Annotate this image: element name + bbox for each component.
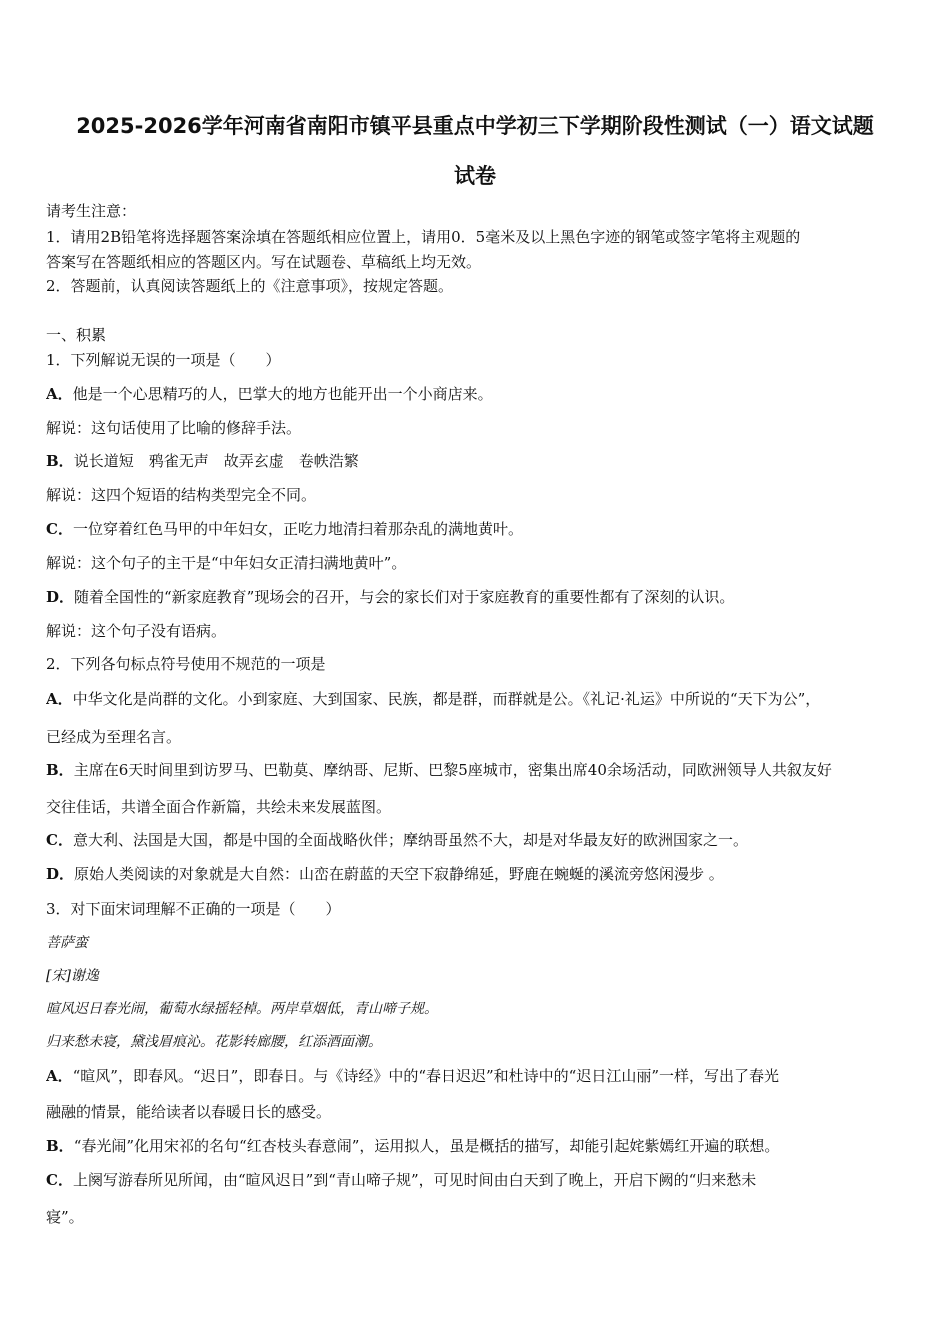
option-label: A． [46,1067,73,1085]
poem-line-2: 归来愁未寝，黛浅眉痕沁。花影转廊腰，红添酒面潮。 [46,1034,382,1050]
q2-option-a-cont: 已经成为至理名言。 [46,728,182,746]
option-text: 意大利、法国是大国，都是中国的全面战略伙伴；摩纳哥虽然不大，却是对华最友好的欧洲国家之一。 [72,831,748,849]
option-text: 中华文化是尚群的文化。小到家庭、大到国家、民族，都是群，而群就是公。《礼记·礼运》中所说的“天下为公”， [72,690,821,708]
q1-explanation-d: 解说：这个句子没有语病。 [46,622,227,640]
notice-item1-cont: 答案写在答题纸相应的答题区内。写在试题卷、草稿纸上均无效。 [46,253,482,271]
q1-option-d [46,587,910,607]
q3-option-c [46,1170,910,1190]
exam-title-line2: 试卷 [454,164,496,188]
q1-stem: 1．下列解说无误的一项是（ ） [46,351,281,369]
q1-option-b [46,451,910,471]
option-label: B． [46,761,74,779]
q3-option-a-cont: 融融的情景，能给读者以春暖日长的感受。 [46,1103,332,1121]
q3-option-a [46,1066,910,1086]
q1-option-c [46,519,910,539]
option-text: 他是一个心思精巧的人，巴掌大的地方也能开出一个小商店来。 [72,385,493,403]
option-text: 上阕写游春所见所闻，由“暄风迟日”到“青山啼子规”，可见时间由白天到了晚上，开启下阙的“归来愁未 [72,1171,757,1189]
option-label: A． [46,690,73,708]
q2-option-b [46,760,910,780]
q1-explanation-a: 解说：这句话使用了比喻的修辞手法。 [46,419,302,437]
section-heading: 一、积累 [46,326,107,344]
q2-option-d [46,864,910,884]
option-text: “春光闹”化用宋祁的名句“红杏枝头春意闹”，运用拟人，虽是概括的描写，却能引起姹紫嫣红开遍的联想。 [73,1137,780,1155]
notice-heading: 请考生注意： [46,202,137,220]
exam-title-line1: 2025-2026学年河南省南阳市镇平县重点中学初三下学期阶段性测试（一）语文试题 [76,114,874,138]
option-label: C． [46,520,73,538]
option-label: B． [46,1137,74,1155]
q2-option-b-cont: 交往佳话，共谱全面合作新篇，共绘未来发展蓝图。 [46,798,392,816]
q3-option-c-cont: 寝”。 [46,1208,84,1226]
poem-line-1: 暄风迟日春光闹，葡萄水绿摇轻棹。两岸草烟低，青山啼子规。 [46,1001,438,1017]
poem-title: 菩萨蛮 [46,935,88,951]
option-label: A． [46,385,73,403]
q3-option-b [46,1136,910,1156]
q1-explanation-c: 解说：这个句子的主干是“中年妇女正清扫满地黄叶”。 [46,554,407,572]
q2-option-a [46,689,910,709]
option-text: “暄风”，即春风。“迟日”，即春日。与《诗经》中的“春日迟迟”和杜诗中的“迟日江山丽”一样，写出了春光 [72,1067,779,1085]
option-label: C． [46,831,73,849]
q1-explanation-b: 解说：这四个短语的结构类型完全不同。 [46,486,317,504]
q2-option-c [46,830,910,850]
poem-author: [宋]谢逸 [46,968,99,984]
option-label: B． [46,452,74,470]
option-text: 一位穿着红色马甲的中年妇女，正吃力地清扫着那杂乱的满地黄叶。 [72,520,523,538]
q1-option-a [46,384,910,404]
option-text: 说长道短 鸦雀无声 故弄玄虚 卷帙浩繁 [73,452,359,470]
option-text: 主席在6天时间里到访罗马、巴勒莫、摩纳哥、尼斯、巴黎5座城市，密集出席40余场活动，同欧洲领导人共叙友好 [73,761,832,779]
option-label: D． [46,588,75,606]
option-label: C． [46,1171,73,1189]
notice-item2: 2．答题前，认真阅读答题纸上的《注意事项》，按规定答题。 [46,277,454,295]
notice-item1: 1．请用2B铅笔将选择题答案涂填在答题纸相应位置上，请用0．5毫米及以上黑色字迹的钢笔或签字笔将主观题的 [46,228,801,246]
q2-stem: 2．下列各句标点符号使用不规范的一项是 [46,655,326,673]
q3-stem: 3．对下面宋词理解不正确的一项是（ ） [46,900,341,918]
option-text: 原始人类阅读的对象就是大自然：山峦在蔚蓝的天空下寂静绵延，野鹿在蜿蜒的溪流旁悠闲漫步 。 [74,865,724,883]
option-label: D． [46,865,75,883]
option-text: 随着全国性的“新家庭教育”现场会的召开，与会的家长们对于家庭教育的重要性都有了深刻的认识。 [74,588,735,606]
